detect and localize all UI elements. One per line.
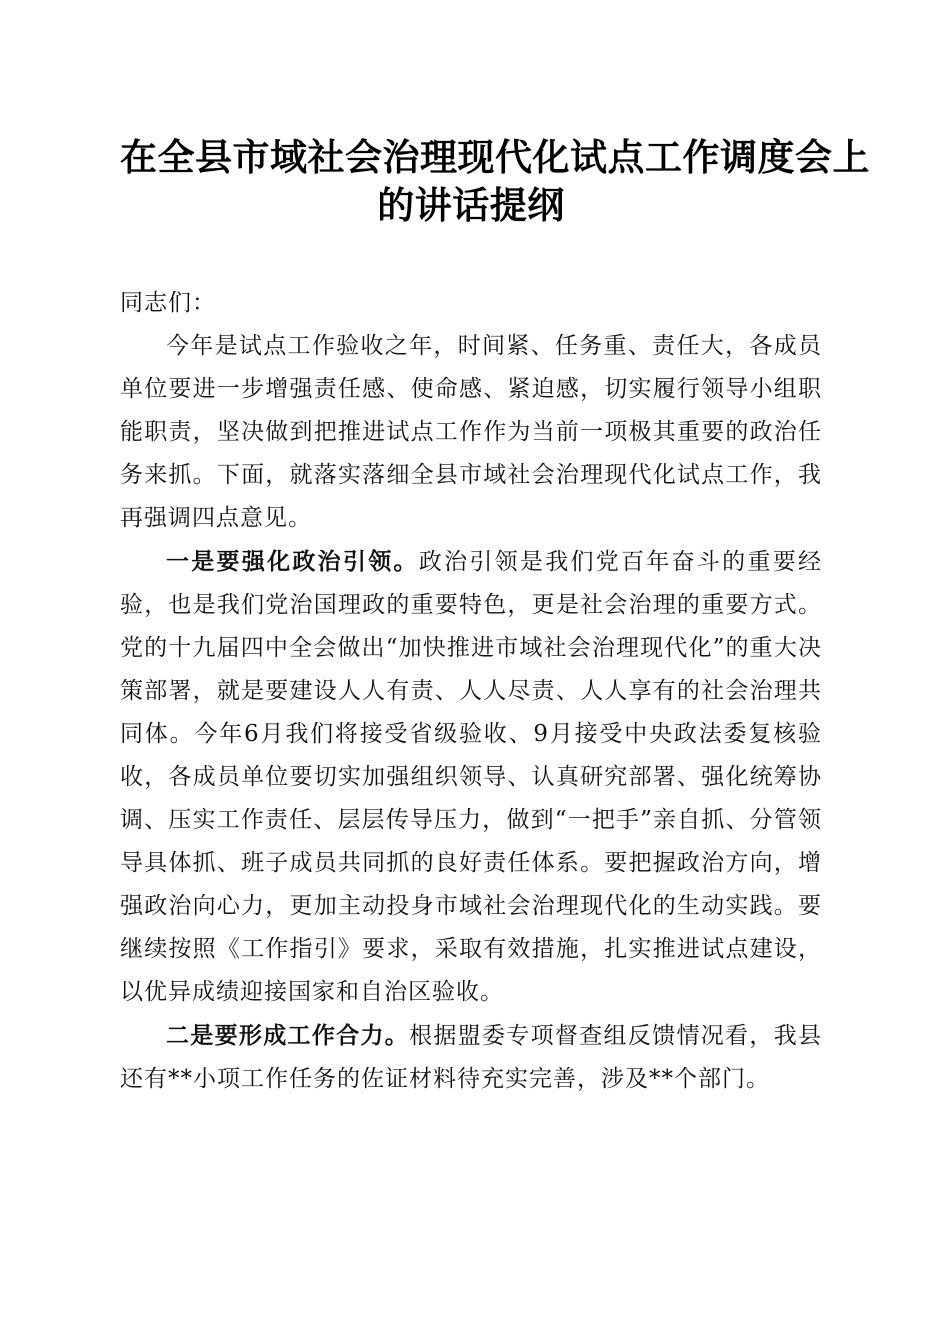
title-line-2: 的讲话提纲: [377, 183, 565, 227]
paragraph-political-leadership: [120, 540, 822, 1014]
document-title: [120, 133, 870, 229]
paragraph-text: 根据盟委专项督查组反馈情况看，我县还有**小项工作任务的佐证材料待充实完善，涉及**个部门。: [120, 1023, 823, 1092]
document-body: [120, 282, 822, 1101]
paragraph-text: 今年是试点工作验收之年，时间紧、任务重、责任大，各成员单位要进一步增强责任感、使命感、紧迫感，切实履行领导小组职能职责，坚决做到把推进试点工作作为当前一项极其重要的政治任务来抓。下面，就落实落细全县市域社会治理现代化试点工作，我再强调四点意见。: [120, 333, 822, 531]
paragraph-heading: 一是要强化政治引领。: [166, 548, 419, 575]
paragraph-heading: 二是要形成工作合力。: [166, 1022, 410, 1049]
paragraph-work-synergy: [120, 1014, 822, 1101]
paragraph-intro: [120, 325, 822, 540]
salutation: 同志们：: [120, 290, 216, 316]
paragraph-text: 政治引领是我们党百年奋斗的重要经验，也是我们党治国理政的重要特色，更是社会治理的重要方式。党的十九届四中全会做出“加快推进市域社会治理现代化”的重大决策部署，就是要建设人人有责、人人尽责、人人享有的社会治理共同体。今年6月我们将接受省级验收、9月接受中央政法委复核验收，各成员单位要切实加强组织领导、认真研究部署、强化统筹协调、压实工作责任、层层传导压力，做到“一把手”亲自抓、分管领导具体抓、班子成员共同抓的良好责任体系。要把握政治方向，增强政治向心力，更加主动投身市域社会治理现代化的生动实践。要继续按照《工作指引》要求，采取有效措施，扎实推进试点建设，以优异成绩迎接国家和自治区验收。: [120, 549, 823, 1005]
title-line-1: 在全县市域社会治理现代化试点工作调度会上: [120, 135, 870, 179]
